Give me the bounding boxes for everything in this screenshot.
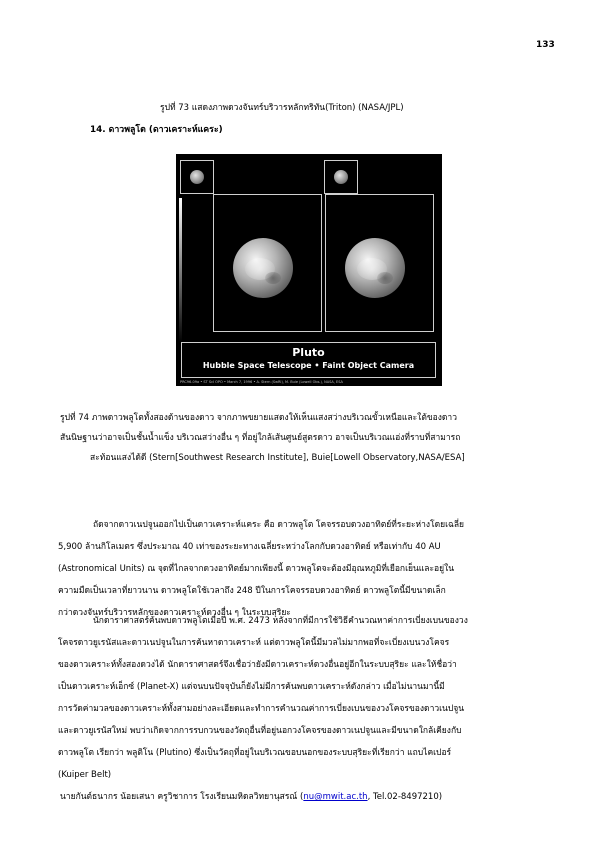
pluto-thumbnail-image: [190, 170, 204, 184]
page-number: 133: [536, 40, 555, 50]
grayscale-bar: [179, 198, 182, 343]
pluto-thumbnail-image: [334, 170, 348, 184]
footer-phone: , Tel.02-8497210): [367, 792, 443, 802]
text-line: นักดาราศาสตร์ค้นพบดาวพลูโตเมื่อปี พ.ศ. 2473 หลังจากที่มีการใช้วิธีคำนวณหาค่าการเบี่ยงเบนของวง: [93, 616, 468, 626]
footer-author: นายกันต์ธนากร น้อยเสนา ครูวิชาการ โรงเรียนมหิดลวิทยานุสรณ์ (: [60, 792, 304, 802]
caption-line: สันนิษฐานว่าอาจเป็นชั้นน้ำแข็ง บริเวณสว่างอื่น ๆ ที่อยู่ใกล้เส้นศูนย์สูตรดาว อาจเป็นบริเวณแอ่งที่ราบที่สามารถ: [60, 433, 461, 443]
text-line: ดาวพลูโต เรียกว่า พลูติโน (Plutino) ซึ่งเป็นวัตถุที่อยู่ในบริเวณขอบนอกของระบบสุริยะที่เรียกว่า แถบไคเปอร์: [58, 748, 452, 758]
paragraph-pluto-discovery: [58, 610, 548, 786]
figure-74-caption: [60, 408, 540, 468]
pluto-image-left: [233, 238, 293, 298]
text-line: กว่าดวงจันทร์บริวารหลักของดาวเคราะห์ดวงอื่น ๆ ในระบบสุริยะ: [58, 608, 291, 618]
text-line: เป็นดาวเคราะห์เอ็กซ์ (Planet-X) แต่จนบนปัจจุบันก็ยังไม่มีการค้นพบดาวเคราะห์ดังกล่าว เมื่อไม่นานมานี้มี: [58, 682, 445, 692]
text-line: ความมืดเป็นเวลาที่ยาวนาน ดาวพลูโตใช้เวลาถึง 248 ปีในการโคจรรอบดวงอาทิตย์ ดาวพลูโตนี้มีขนาดเล็ก: [58, 586, 446, 596]
text-line: โคจรดาวยูเรนัสและดาวเนปจูนในการค้นหาดาวเคราะห์ แต่ดาวพลูโตนี้มีมวลไม่มากพอที่จะเบี่ยงเบนวงโคจร: [58, 638, 450, 648]
figure-title: Pluto: [292, 346, 325, 359]
pluto-image-right: [345, 238, 405, 298]
text-line: 5,900 ล้านกิโลเมตร ซึ่งประมาณ 40 เท่าของระยะทางเฉลี่ยระหว่างโลกกับดวงอาทิตย์ หรือเท่ากับ 40 AU: [58, 542, 441, 552]
caption-line: รูปที่ 74 ภาพดาวพลูโตทั้งสองด้านของดาว จากภาพขยายแสดงให้เห็นแสงสว่างบริเวณขั้วเหนือและใต้ของดาว: [60, 413, 457, 423]
section-heading: 14. ดาวพลูโต (ดาวเคราะห์แคระ): [90, 125, 223, 135]
footer: [60, 789, 442, 803]
figure-label-box: [181, 342, 436, 378]
pluto-panel-right: [325, 194, 434, 332]
caption-line: สะท้อนแสงได้ดี (Stern[Southwest Research Institute], Buie[Lowell Observatory,NASA/ESA]: [90, 453, 465, 463]
thumbnail-left: [180, 160, 214, 194]
pluto-figure: [176, 154, 442, 386]
thumbnail-right: [324, 160, 358, 194]
figure-subtitle: Hubble Space Telescope • Faint Object Camera: [202, 361, 415, 370]
figure-73-caption: รูปที่ 73 แสดงภาพดวงจันทร์บริวารหลักทริทัน(Triton) (NASA/JPL): [160, 103, 404, 113]
text-line: ของดาวเคราะห์ทั้งสองดวงได้ นักดาราศาสตร์จึงเชื่อว่ายังมีดาวเคราะห์ดวงอื่นอยู่อีกในระบบสุริยะ และให้ชื่อว่า: [58, 660, 457, 670]
text-line: การวัดค่ามวลของดาวเคราะห์ทั้งสามอย่างละเอียดและทำการคำนวณค่าการเบี่ยงเบนของวงโคจรของดาวเนปจูน: [58, 704, 465, 714]
author-email-link[interactable]: nu@mwit.ac.th: [303, 792, 368, 802]
paragraph-pluto-orbit: [58, 514, 548, 624]
text-line: (Astronomical Units) ณ จุดที่ไกลจากดวงอาทิตย์มากเพียงนี้ ดาวพลูโตจะต้องมีอุณหภูมิที่เยือกเย็นและอยู่ใน: [58, 564, 455, 574]
text-line: ถัดจากดาวเนปจูนออกไปเป็นดาวเคราะห์แคระ คือ ดาวพลูโต โคจรรอบดวงอาทิตย์ที่ระยะห่างโดยเฉลี่ย: [93, 520, 465, 530]
text-line: (Kuiper Belt): [58, 770, 112, 780]
pluto-panel-left: [213, 194, 322, 332]
text-line: และดาวยูเรนัสใหม่ พบว่าเกิดจากการรบกวนของวัตถุอื่นที่อยู่นอกวงโคจรของดาวเนปจูนและมีขนาดใกล้เคียงกับ: [58, 726, 462, 736]
figure-credit: PRC96-09a • ST ScI OPO • March 7, 1996 • A. Stern (SwRI), M. Buie (Lowell Obs.), NASA, ESA: [180, 380, 343, 384]
